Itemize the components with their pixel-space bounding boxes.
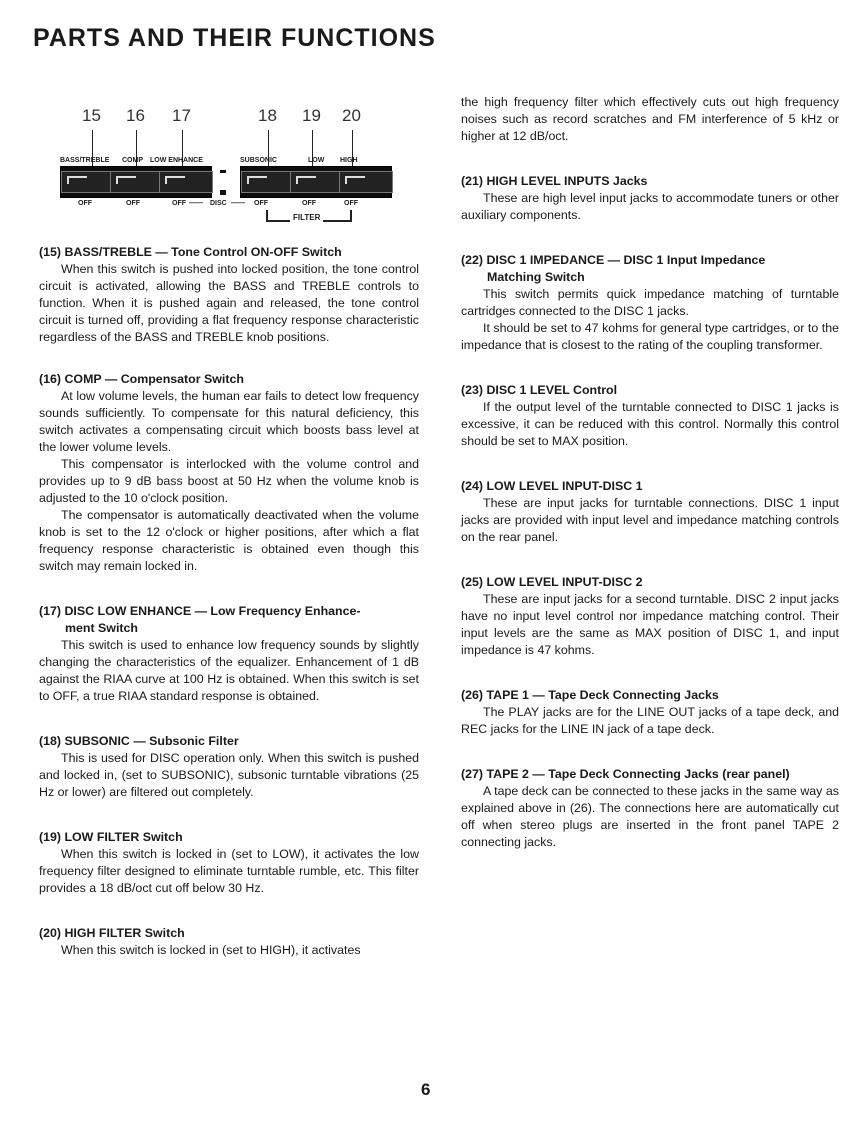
right-column: [461, 94, 839, 851]
off-label: OFF: [302, 200, 316, 207]
section-paragraph: At low volume levels, the human ear fails to detect low frequency sounds sufficiently. To compensate for this natural deficiency, this switch activates a compensating circuit which boosts bass level at the lower volume levels.: [39, 389, 419, 454]
disc-divider: ——: [231, 200, 245, 207]
callout-number: 18: [258, 106, 277, 125]
section-heading: (17) DISC LOW ENHANCE — Low Frequency Enhance-: [39, 604, 361, 618]
section-18: [39, 733, 419, 801]
section-26: [461, 687, 839, 738]
section-paragraph: These are input jacks for a second turntable. DISC 2 input jacks have no input level control nor impedance matching control. Their input levels are the same as MAX position of DISC 1, and input impedance is 47 kohms.: [461, 592, 839, 657]
section-15: [39, 244, 419, 346]
callout-number: 15: [82, 106, 101, 125]
section-20: [39, 925, 419, 959]
section-paragraph: If the output level of the turntable connected to DISC 1 jacks is excessive, it can be reduced with this control. Normally this control should be set to MAX position.: [461, 400, 839, 448]
section-paragraph: These are input jacks for turntable connections. DISC 1 input jacks are provided with input level and impedance matching controls on the rear panel.: [461, 496, 839, 544]
tone-switch-panel: [60, 166, 212, 198]
disc-label: DISC: [210, 200, 227, 207]
section-paragraph: When this switch is pushed into locked position, the tone control circuit is activated, allowing the BASS and TREBLE controls to function. When it is pushed again and released, the tone control circuit is turned off, providing a flat frequency response characteristic regardless of the BASS and TREBLE knob positions.: [39, 262, 419, 344]
callout-number: 16: [126, 106, 145, 125]
section-heading-continued: ment Switch: [65, 621, 138, 635]
off-label: OFF: [126, 200, 140, 207]
filter-switch-panel: [240, 166, 392, 198]
switch-label: LOW ENHANCE: [150, 157, 203, 164]
section-paragraph: The compensator is automatically deactivated when the volume knob is set to the 12 o'clock or higher positions, after which a flat frequency response characteristic is obtained even though this switch may remain locked in.: [39, 508, 419, 573]
off-label: OFF: [344, 200, 358, 207]
filter-bracket: [266, 210, 352, 222]
leader-line: [136, 130, 137, 170]
switch-label: LOW: [308, 157, 325, 164]
section-paragraph: The PLAY jacks are for the LINE OUT jacks of a tape deck, and REC jacks for the LINE IN jack of a tape deck.: [461, 705, 839, 736]
section-24: [461, 478, 839, 546]
section-17: [39, 603, 419, 705]
section-heading: (25) LOW LEVEL INPUT-DISC 2: [461, 575, 643, 589]
section-heading: (24) LOW LEVEL INPUT-DISC 1: [461, 479, 643, 493]
leader-line: [268, 130, 269, 170]
leader-line: [92, 130, 93, 170]
section-paragraph: This switch is used to enhance low frequency sounds by slightly changing the characteristics of the equalizer. Enhancement of 1 dB against the RIAA curve at 100 Hz is obtained. When this switch is set to OFF, a true RIAA standard response is obtained.: [39, 638, 419, 703]
switch-label: HIGH: [340, 157, 358, 164]
switch-label: BASS/TREBLE: [60, 157, 110, 164]
section-paragraph: This compensator is interlocked with the volume control and provides up to 9 dB bass boost at 50 Hz when the volume knob is adjusted to the 10 o'clock position.: [39, 457, 419, 505]
section-16: [39, 371, 419, 575]
page-title: PARTS AND THEIR FUNCTIONS: [33, 24, 436, 52]
section-paragraph: When this switch is locked in (set to LOW), it activates the low frequency filter designed to eliminate turntable rumble, etc. This filter provides a 18 dB/oct cut off below 30 Hz.: [39, 847, 419, 895]
section-22: [461, 252, 839, 354]
section-paragraph: the high frequency filter which effectively cuts out high frequency noises such as record scratches and FM interference of 5 kHz or higher at 12 dB/oct.: [461, 95, 839, 143]
indicator-mark: [220, 190, 226, 195]
switch-panel-diagram: [34, 106, 416, 230]
comp-button[interactable]: [110, 171, 164, 193]
left-column: [39, 244, 419, 959]
filter-label: FILTER: [290, 213, 323, 222]
section-heading: (27) TAPE 2 — Tape Deck Connecting Jacks (rear panel): [461, 767, 790, 781]
off-label: OFF: [78, 200, 92, 207]
section-19: [39, 829, 419, 897]
low-enhance-button[interactable]: [159, 171, 213, 193]
section-paragraph: This switch permits quick impedance matching of turntable cartridges connected to the DISC 1 jacks.: [461, 287, 839, 318]
section-heading: (19) LOW FILTER Switch: [39, 830, 183, 844]
section-heading: (26) TAPE 1 — Tape Deck Connecting Jacks: [461, 688, 719, 702]
section-heading: (21) HIGH LEVEL INPUTS Jacks: [461, 174, 648, 188]
section-27: [461, 766, 839, 851]
off-label: OFF: [254, 200, 268, 207]
section-paragraph: A tape deck can be connected to these jacks in the same way as explained above in (26). The connections here are automatically cut off when stereo plugs are inserted in the front panel TAPE 2 connecting jacks.: [461, 784, 839, 849]
section-heading: (16) COMP — Compensator Switch: [39, 372, 244, 386]
low-filter-button[interactable]: [290, 171, 344, 193]
section-23: [461, 382, 839, 450]
indicator-mark: [220, 170, 226, 173]
switch-label: COMP: [122, 157, 143, 164]
section-paragraph: When this switch is locked in (set to HIGH), it activates: [61, 943, 361, 957]
section-heading-continued: Matching Switch: [487, 270, 585, 284]
switch-label: SUBSONIC: [240, 157, 277, 164]
subsonic-button[interactable]: [241, 171, 295, 193]
section-heading: (22) DISC 1 IMPEDANCE — DISC 1 Input Impedance: [461, 253, 766, 267]
section-heading: (15) BASS/TREBLE — Tone Control ON-OFF Switch: [39, 245, 342, 259]
section-paragraph: It should be set to 47 kohms for general type cartridges, or to the impedance that is closest to the rating of the coupling transformer.: [461, 321, 839, 352]
section-21: [461, 173, 839, 224]
high-filter-button[interactable]: [339, 171, 393, 193]
section-paragraph: This is used for DISC operation only. When this switch is pushed and locked in, (set to SUBSONIC), subsonic turntable vibrations (25 Hz or lower) are filtered out completely.: [39, 751, 419, 799]
leader-line: [182, 130, 183, 170]
callout-number: 17: [172, 106, 191, 125]
section-heading: (18) SUBSONIC — Subsonic Filter: [39, 734, 239, 748]
section-25: [461, 574, 839, 659]
section-heading: (20) HIGH FILTER Switch: [39, 926, 185, 940]
callout-number: 20: [342, 106, 361, 125]
page-number: 6: [421, 1080, 431, 1099]
section-20-continued: [461, 94, 839, 145]
section-paragraph: These are high level input jacks to accommodate tuners or other auxiliary components.: [461, 191, 839, 222]
off-label: OFF: [172, 200, 186, 207]
bass-treble-button[interactable]: [61, 171, 115, 193]
leader-line: [312, 130, 313, 170]
disc-divider: ——: [189, 200, 203, 207]
callout-number: 19: [302, 106, 321, 125]
leader-line: [352, 130, 353, 170]
section-heading: (23) DISC 1 LEVEL Control: [461, 383, 618, 397]
